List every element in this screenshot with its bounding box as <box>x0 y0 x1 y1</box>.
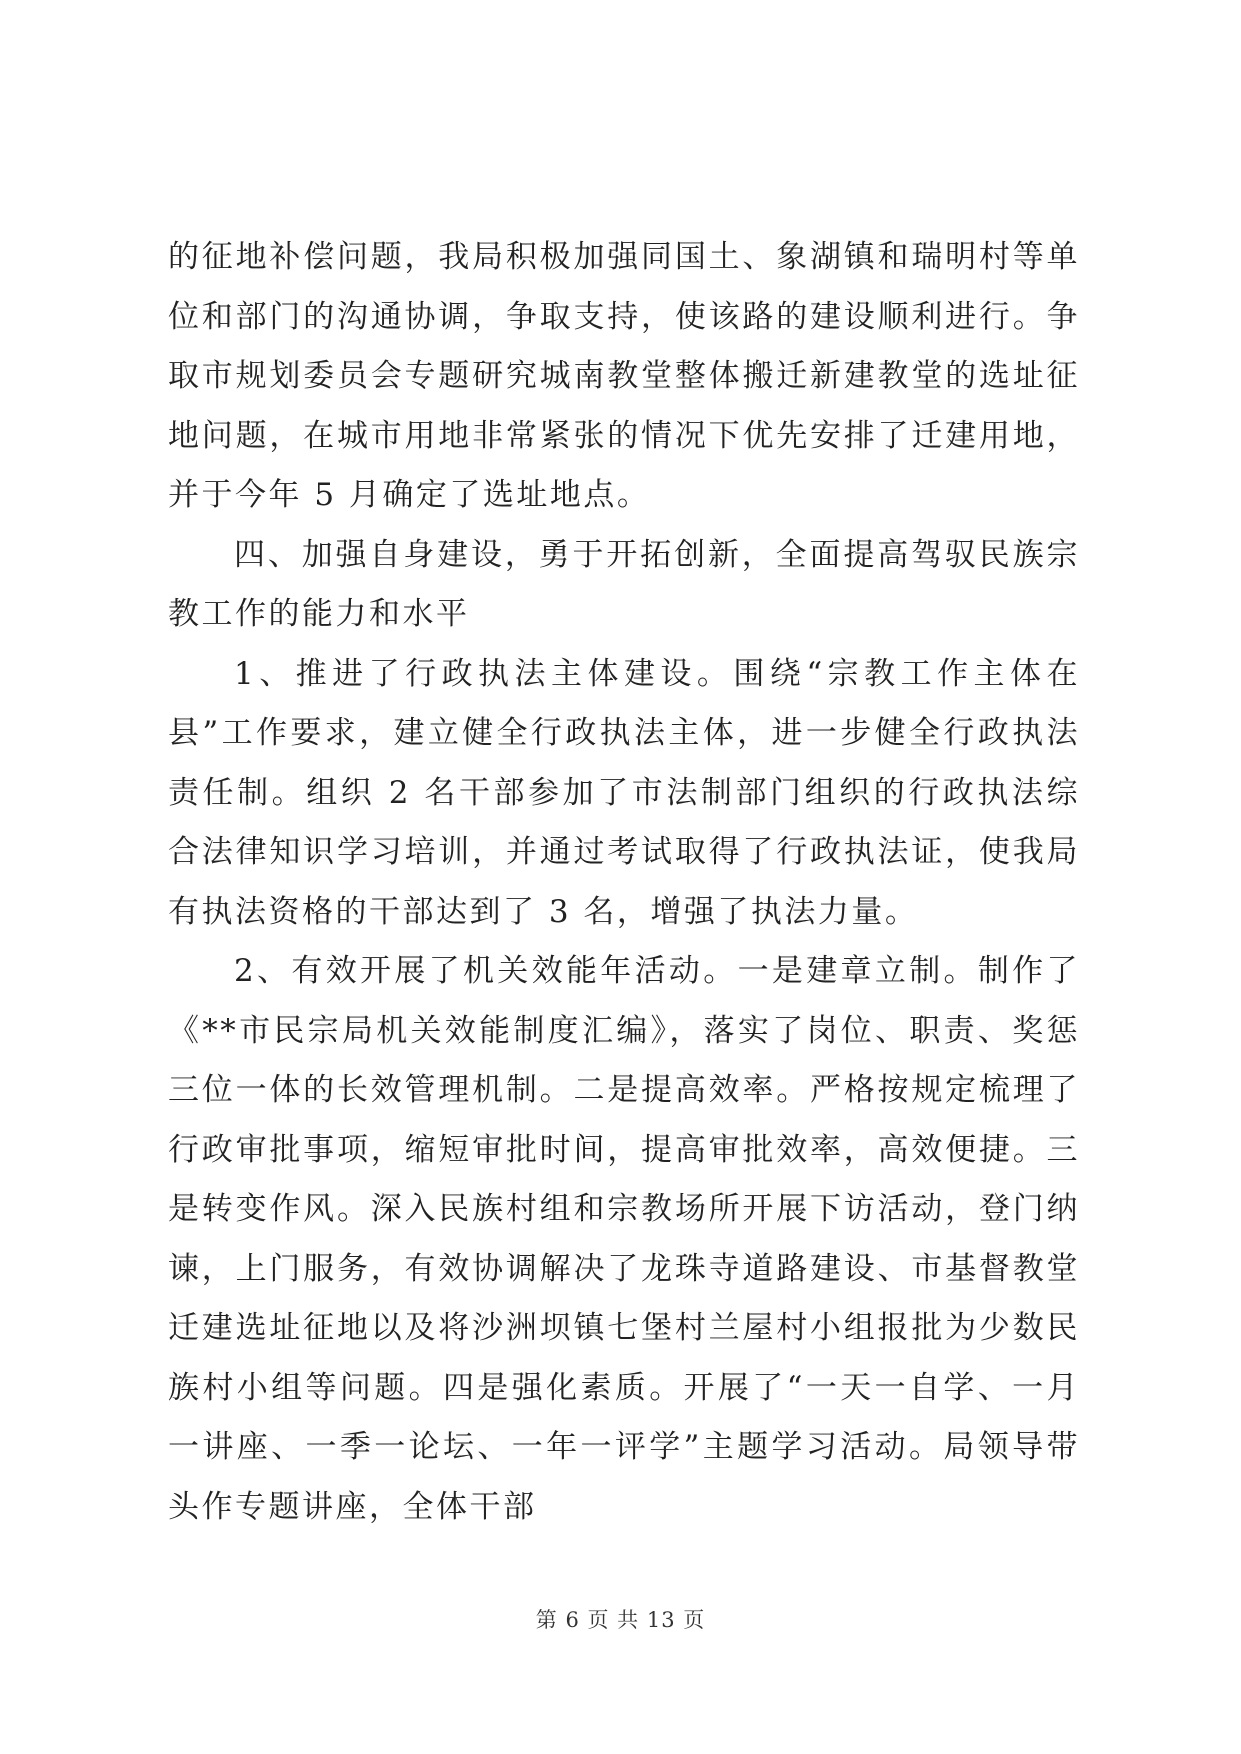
document-body <box>168 228 1080 1537</box>
paragraph-efficiency-year: 2、有效开展了机关效能年活动。一是建章立制。制作了《**市民宗局机关效能制度汇编》，落实了岗位、职责、奖惩三位一体的长效管理机制。二是提高效率。严格按规定梳理了行政审批事项，缩短审批时间，提高审批效率，高效便捷。三是转变作风。深入民族村组和宗教场所开展下访活动，登门纳谏，上门服务，有效协调解决了龙珠寺道路建设、市基督教堂迁建选址征地以及将沙洲坝镇七堡村兰屋村小组报批为少数民族村小组等问题。四是强化素质。开展了“一天一自学、一月一讲座、一季一论坛、一年一评学”主题学习活动。局领导带头作专题讲座，全体干部 <box>168 953 1080 1525</box>
paragraph-law-enforcement: 1、推进了行政执法主体建设。围绕“宗教工作主体在县”工作要求，建立健全行政执法主体，进一步健全行政执法责任制。组织 2 名干部参加了市法制部门组织的行政执法综合法律知识学习培训，并通过考试取得了行政执法证，使我局有执法资格的干部达到了 3 名，增强了执法力量。 <box>168 655 1080 930</box>
paragraph-land-compensation: 的征地补偿问题，我局积极加强同国土、象湖镇和瑞明村等单位和部门的沟通协调，争取支持，使该路的建设顺利进行。争取市规划委员会专题研究城南教堂整体搬迁新建教堂的选址征地问题，在城市用地非常紧张的情况下优先安排了迁建用地，并于今年 5 月确定了选址地点。 <box>168 239 1080 513</box>
page-number-footer: 第 6 页 共 13 页 <box>535 1608 706 1632</box>
section-heading-self-building: 四、加强自身建设，勇于开拓创新，全面提高驾驭民族宗教工作的能力和水平 <box>168 536 1080 632</box>
